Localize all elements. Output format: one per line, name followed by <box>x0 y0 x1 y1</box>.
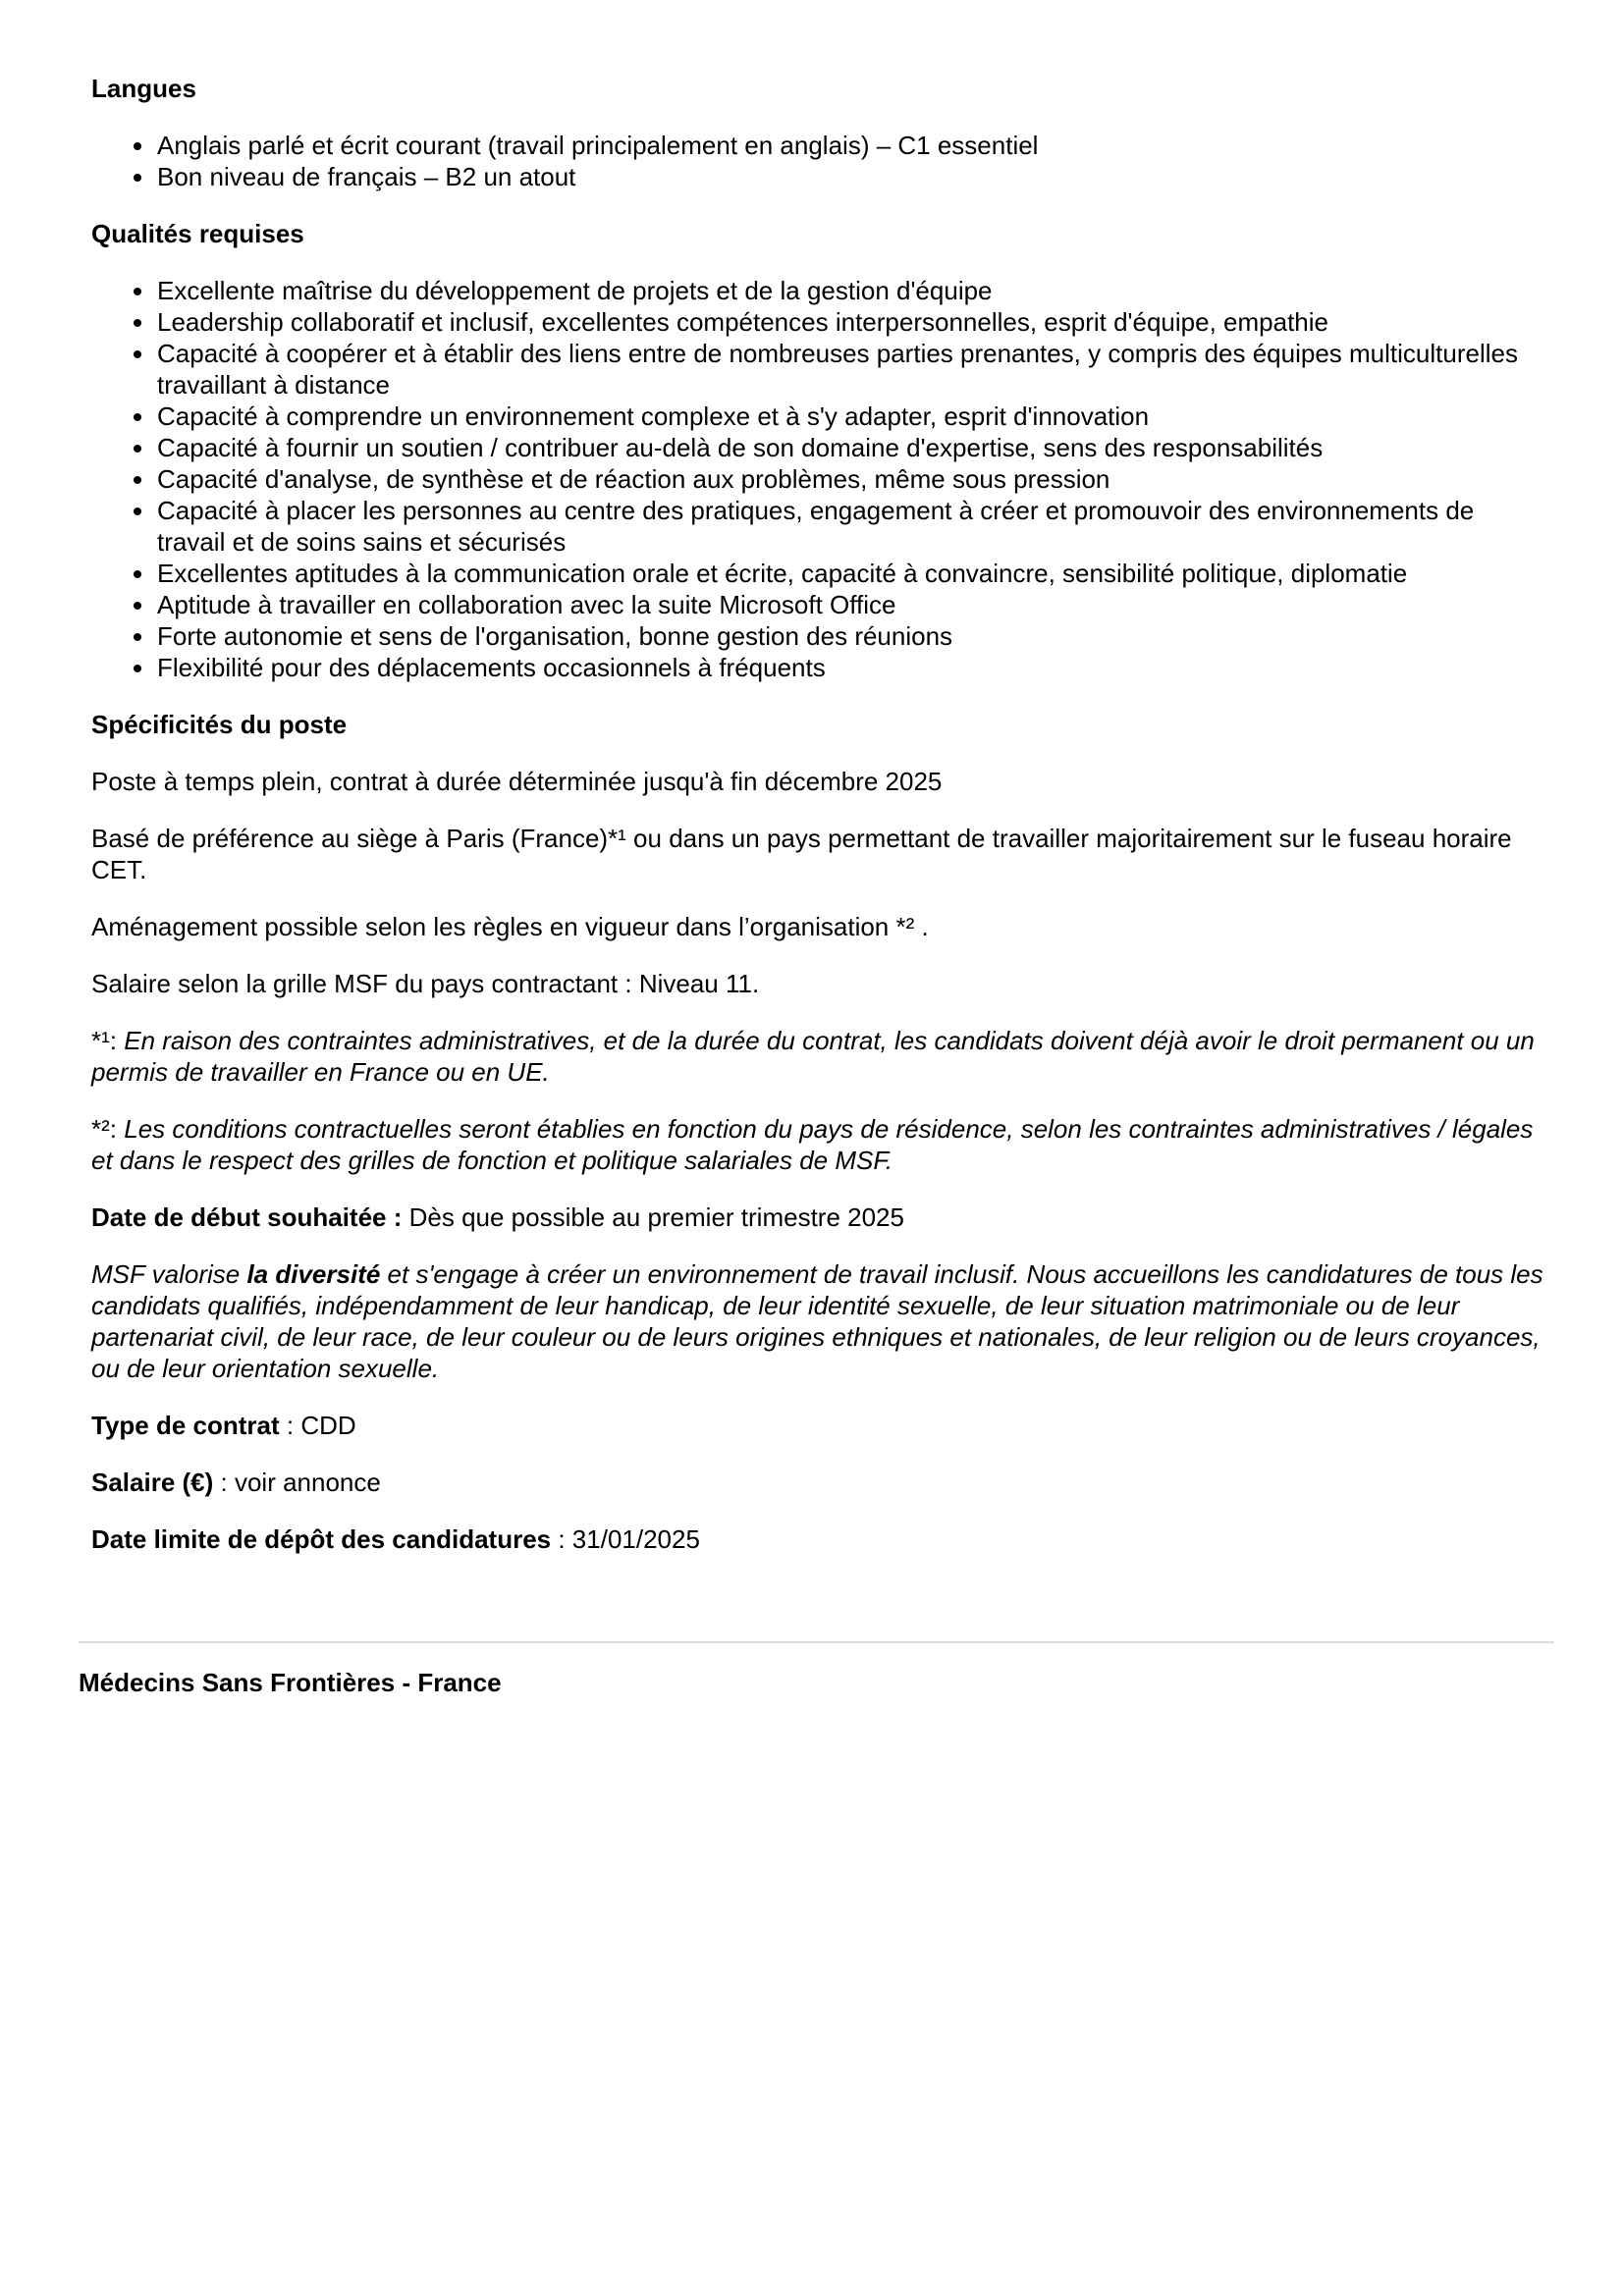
qualites-list <box>91 275 1544 683</box>
list-item: Capacité à coopérer et à établir des liens entre de nombreuses parties prenantes, y compris des équipes multiculturelles travaillant à distance <box>157 338 1544 400</box>
job-posting-content <box>91 73 1544 1555</box>
section-heading-specificites: Spécificités du poste <box>91 710 348 739</box>
contract-duration-paragraph: Poste à temps plein, contrat à durée déterminée jusqu'à fin décembre 2025 <box>91 767 943 796</box>
footnote-1-marker: *¹: <box>91 1026 125 1055</box>
footnote-2-text: Les conditions contractuelles seront établies en fonction du pays de résidence, selon les contraintes administratives / légales et dans le respect des grilles de fonction et politique salariales de MSF. <box>91 1114 1534 1175</box>
contract-type-line <box>91 1410 1544 1441</box>
footnote-1-text: En raison des contraintes administratives, et de la durée du contrat, les candidats doivent déjà avoir le droit permanent ou un permis de travailler en France ou en UE. <box>91 1026 1535 1087</box>
list-item: Capacité à placer les personnes au centre des pratiques, engagement à créer et promouvoir des environnements de travail et de soins sains et sécurisés <box>157 495 1544 558</box>
list-item: Excellente maîtrise du développement de projets et de la gestion d'équipe <box>157 275 1544 306</box>
list-item: Leadership collaboratif et inclusif, excellentes compétences interpersonnelles, esprit d'équipe, empathie <box>157 306 1544 338</box>
list-item: Flexibilité pour des déplacements occasionnels à fréquents <box>157 652 1544 683</box>
diversity-emphasis: la diversité <box>246 1259 381 1289</box>
start-date-label: Date de début souhaitée : <box>91 1202 403 1232</box>
footnote-2 <box>91 1113 1544 1176</box>
list-item: Aptitude à travailler en collaboration avec la suite Microsoft Office <box>157 589 1544 620</box>
deadline-line <box>91 1523 1544 1555</box>
list-item: Anglais parlé et écrit courant (travail principalement en anglais) – C1 essentiel <box>157 130 1544 161</box>
contract-type-label: Type de contrat <box>91 1411 280 1440</box>
start-date-line <box>91 1201 1544 1233</box>
list-item: Capacité à comprendre un environnement complexe et à s'y adapter, esprit d'innovation <box>157 400 1544 432</box>
salary-label: Salaire (€) <box>91 1468 214 1497</box>
footer-divider <box>79 1641 1554 1643</box>
salary-line <box>91 1467 1544 1498</box>
list-item: Bon niveau de français – B2 un atout <box>157 161 1544 192</box>
salary-grid-paragraph: Salaire selon la grille MSF du pays contractant : Niveau 11. <box>91 969 760 998</box>
deadline-value: : 31/01/2025 <box>551 1524 700 1554</box>
langues-list <box>91 130 1544 192</box>
footnote-2-marker: *²: <box>91 1114 125 1144</box>
arrangement-paragraph: Aménagement possible selon les règles en vigueur dans l’organisation *² . <box>91 912 929 941</box>
list-item: Capacité à fournir un soutien / contribuer au-delà de son domaine d'expertise, sens des responsabilités <box>157 432 1544 463</box>
start-date-value: Dès que possible au premier trimestre 2025 <box>402 1202 904 1232</box>
salary-value: : voir annonce <box>213 1468 381 1497</box>
diversity-text-after: et s'engage à créer un environnement de travail inclusif. Nous accueillons les candidatures de tous les candidats qualifiés, indépendamment de leur handicap, de leur identité sexuelle, de leur situation matrimoniale ou de leur partenariat civil, de leur race, de leur couleur ou de leurs origines ethniques et nationales, de leur religion ou de leurs croyances, ou de leur orientation sexuelle. <box>91 1259 1543 1383</box>
list-item: Capacité d'analyse, de synthèse et de réaction aux problèmes, même sous pression <box>157 463 1544 495</box>
contract-type-value: : CDD <box>279 1411 356 1440</box>
diversity-statement <box>91 1258 1544 1384</box>
section-heading-langues: Langues <box>91 74 196 103</box>
footnote-1 <box>91 1025 1544 1088</box>
list-item: Excellentes aptitudes à la communication orale et écrite, capacité à convaincre, sensibilité politique, diplomatie <box>157 558 1544 589</box>
list-item: Forte autonomie et sens de l'organisation, bonne gestion des réunions <box>157 620 1544 652</box>
diversity-text-before: MSF valorise <box>91 1259 247 1289</box>
organization-name: Médecins Sans Frontières - France <box>79 1668 502 1697</box>
section-heading-qualites: Qualités requises <box>91 219 304 248</box>
location-paragraph: Basé de préférence au siège à Paris (France)*¹ ou dans un pays permettant de travailler majoritairement sur le fuseau horaire CET. <box>91 824 1512 884</box>
deadline-label: Date limite de dépôt des candidatures <box>91 1524 552 1554</box>
